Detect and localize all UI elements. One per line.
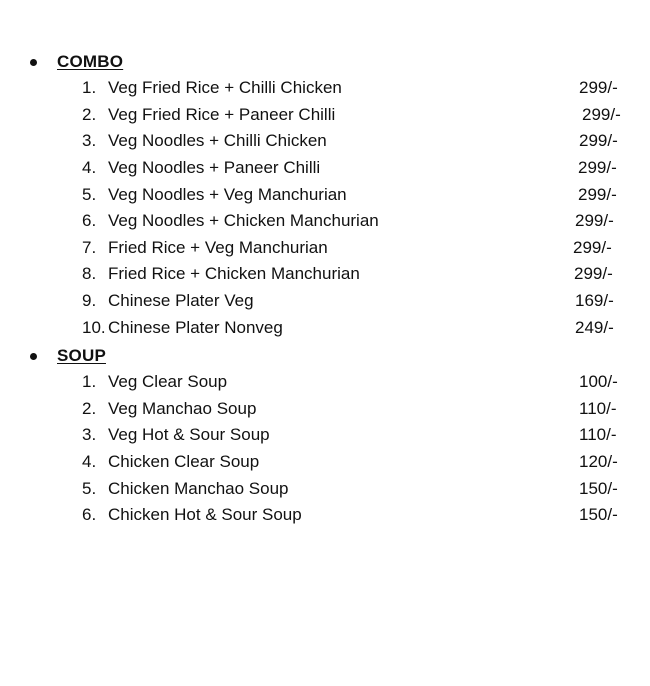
item-price: 120/- (579, 452, 618, 472)
item-price: 299/- (575, 211, 614, 231)
item-price: 249/- (575, 317, 614, 337)
menu-item (0, 128, 650, 155)
menu-item (0, 208, 650, 235)
item-price: 299/- (573, 237, 612, 257)
item-name: Veg Noodles + Chicken Manchurian (108, 211, 379, 231)
section-header (30, 343, 650, 369)
item-number: 4. (82, 452, 97, 472)
item-name: Veg Manchao Soup (108, 398, 257, 418)
item-number: 2. (82, 398, 97, 418)
menu-item (0, 449, 650, 476)
item-price: 299/- (574, 264, 613, 284)
item-number: 6. (82, 505, 97, 525)
item-name: Veg Fried Rice + Chilli Chicken (108, 78, 342, 98)
item-price: 150/- (579, 478, 618, 498)
item-name: Fried Rice + Veg Manchurian (108, 237, 328, 257)
item-name: Chinese Plater Nonveg (108, 317, 283, 337)
item-name: Veg Hot & Sour Soup (108, 425, 270, 445)
menu-item (0, 475, 650, 502)
menu-item (0, 422, 650, 449)
item-price: 100/- (579, 372, 618, 392)
item-number: 1. (82, 78, 97, 98)
menu-item (0, 261, 650, 288)
item-name: Chicken Clear Soup (108, 452, 260, 472)
item-name: Fried Rice + Chicken Manchurian (108, 264, 360, 284)
item-price: 299/- (579, 131, 618, 151)
menu-item (0, 314, 650, 341)
soup-item-list (0, 369, 650, 529)
combo-item-list (0, 75, 650, 341)
item-name: Veg Noodles + Paneer Chilli (108, 158, 321, 178)
item-number: 5. (82, 184, 97, 204)
item-name: Chicken Hot & Sour Soup (108, 505, 302, 525)
item-price: 150/- (579, 505, 618, 525)
section-header (30, 49, 650, 75)
item-name: Chinese Plater Veg (108, 291, 254, 311)
menu-item (0, 155, 650, 182)
item-price: 299/- (582, 104, 621, 124)
menu-item (0, 396, 650, 423)
menu-item (0, 102, 650, 129)
section-title: SOUP (57, 346, 106, 365)
item-name: Veg Noodles + Chilli Chicken (108, 131, 327, 151)
item-number: 7. (82, 237, 97, 257)
menu-item (0, 502, 650, 529)
item-price: 299/- (578, 184, 617, 204)
item-name: Veg Noodles + Veg Manchurian (108, 184, 347, 204)
item-number: 3. (82, 131, 97, 151)
menu-item (0, 288, 650, 315)
item-price: 110/- (579, 398, 617, 418)
menu-item (0, 75, 650, 102)
item-name: Veg Clear Soup (108, 372, 228, 392)
bullet-icon (30, 59, 37, 66)
item-price: 110/- (579, 425, 617, 445)
section-soup (0, 343, 650, 529)
section-combo (0, 49, 650, 341)
item-number: 2. (82, 104, 97, 124)
menu-item (0, 369, 650, 396)
item-price: 299/- (578, 158, 617, 178)
item-name: Chicken Manchao Soup (108, 478, 289, 498)
menu-item (0, 181, 650, 208)
item-price: 299/- (579, 78, 618, 98)
item-number: 1. (82, 372, 97, 392)
section-title: COMBO (57, 52, 124, 71)
item-number: 4. (82, 158, 97, 178)
item-price: 169/- (575, 291, 614, 311)
item-number: 3. (82, 425, 97, 445)
item-number: 8. (82, 264, 97, 284)
bullet-icon (30, 353, 37, 360)
item-number: 6. (82, 211, 97, 231)
item-number: 10. (82, 317, 106, 337)
item-number: 9. (82, 291, 97, 311)
item-name: Veg Fried Rice + Paneer Chilli (108, 104, 336, 124)
menu-item (0, 235, 650, 262)
item-number: 5. (82, 478, 97, 498)
